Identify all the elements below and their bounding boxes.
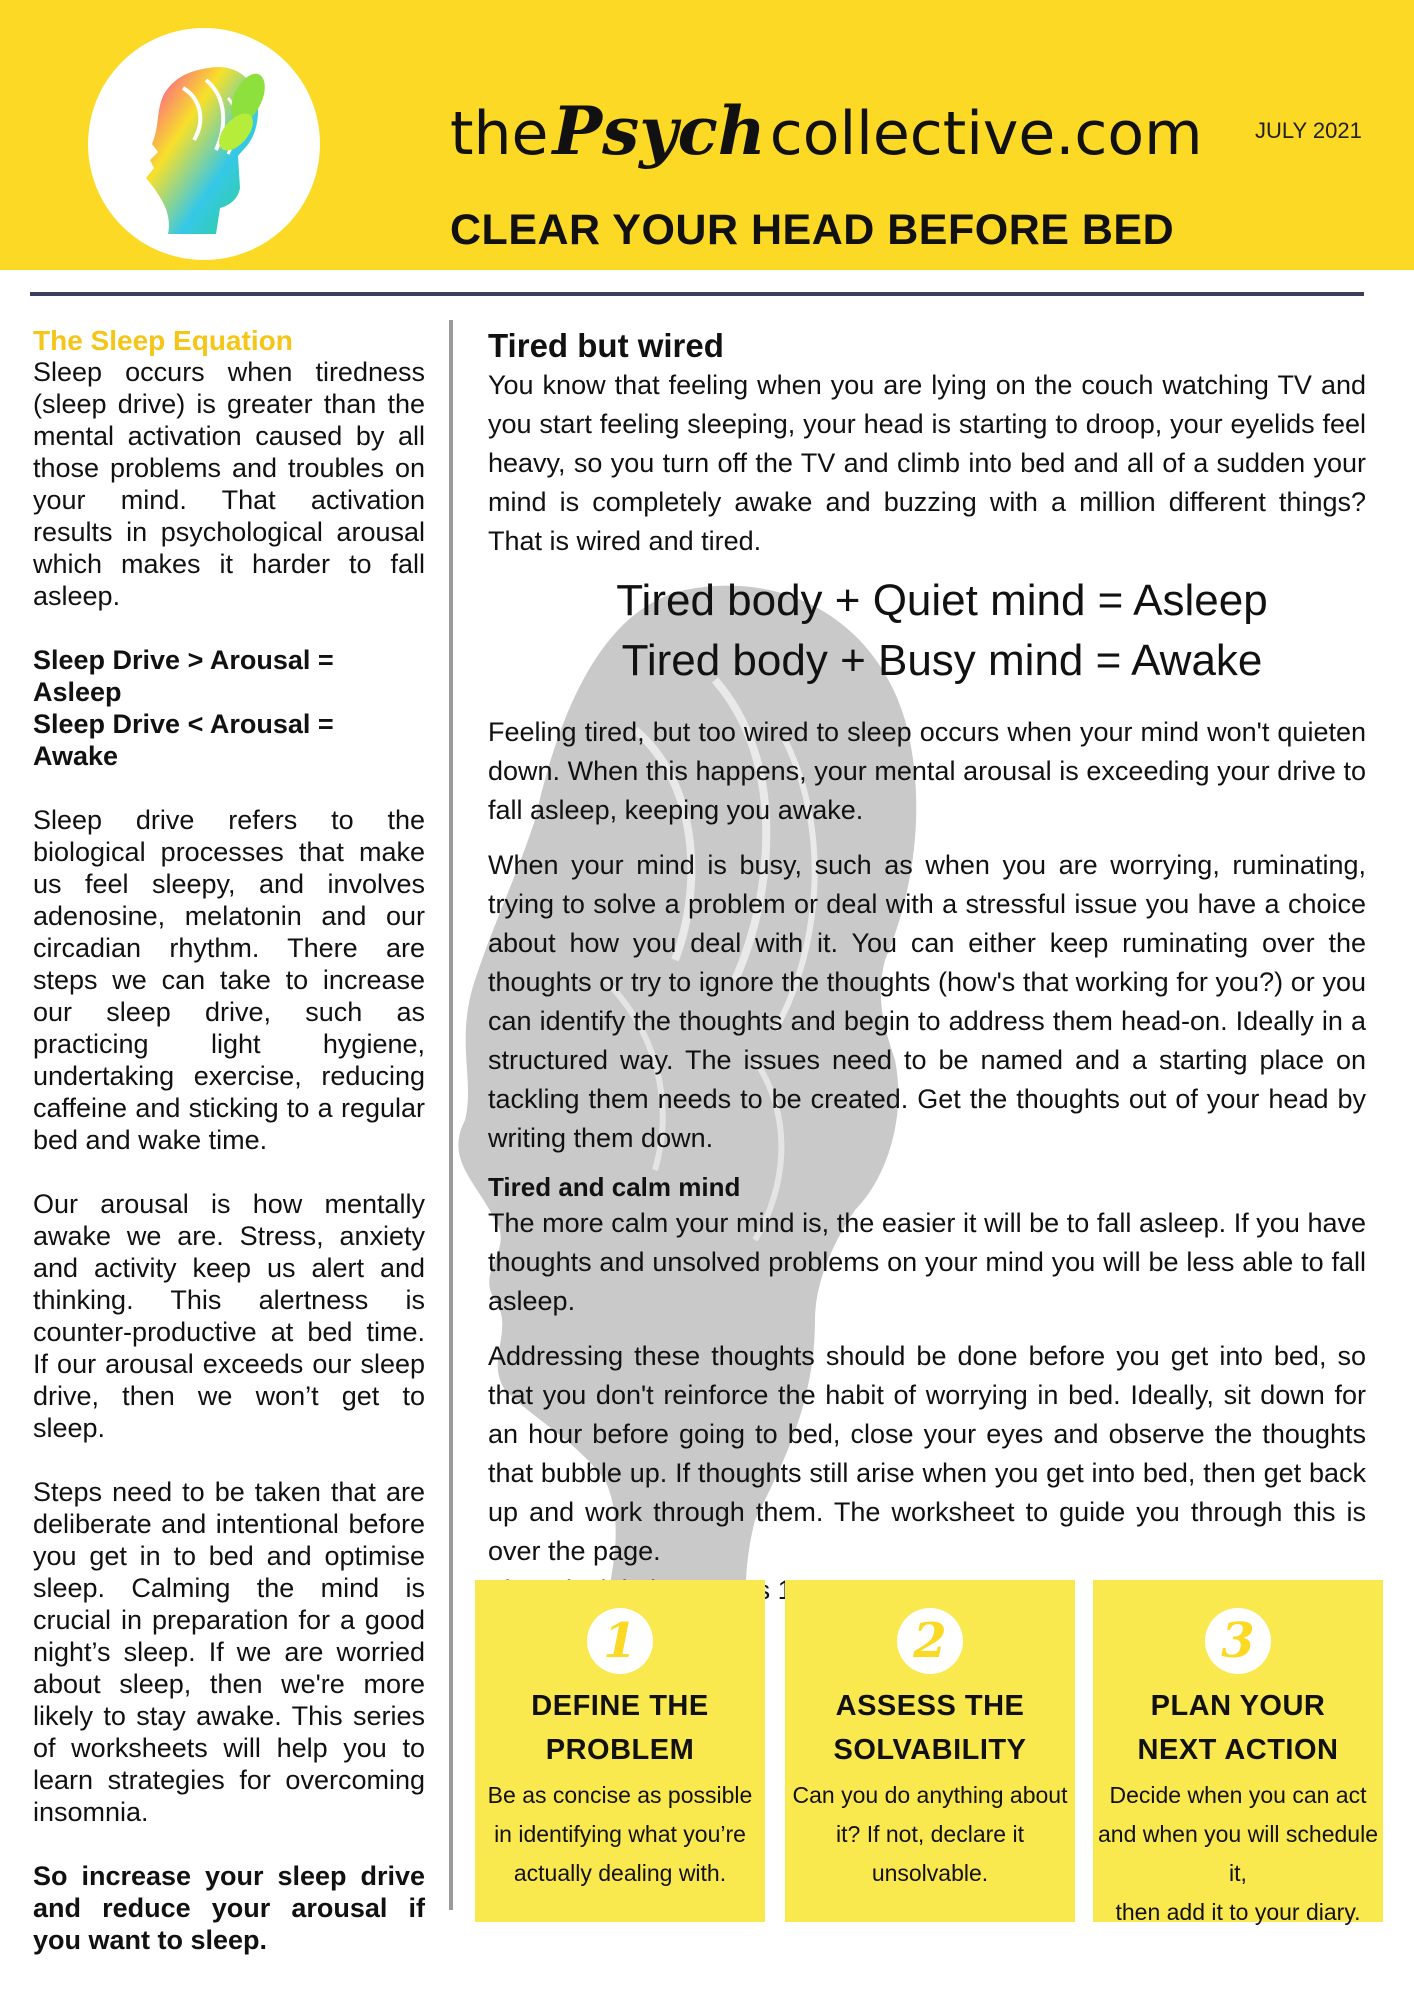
step-desc-line: and when you will schedule it,: [1097, 1821, 1378, 1886]
brand-wordmark[interactable]: [450, 92, 1203, 170]
step-desc-line: Be as concise as possible: [487, 1782, 753, 1808]
header-divider: [30, 292, 1364, 296]
step-card-2: [785, 1580, 1075, 1922]
step-desc-line: in identifying what you’re: [494, 1821, 746, 1847]
step-title-line: PLAN YOUR: [1150, 1690, 1326, 1722]
equation-awake: Sleep Drive < Arousal = Awake: [33, 709, 334, 771]
page-title: CLEAR YOUR HEAD BEFORE BED: [450, 206, 1175, 254]
brand-script: Psych: [552, 92, 766, 170]
column-divider: [449, 320, 453, 1910]
steps-paragraph: Steps need to be taken that are deliberate and intentional before you get in to bed and optimise sleep. Calming the mind is crucial in preparation for a good night’s sleep. If we are worried about sleep, then we're more likely to stay awake. This series of worksheets will help you to learn strategies for overcoming insomnia.: [33, 1477, 425, 1827]
equation-busy-mind: Tired body + Busy mind = Awake: [621, 636, 1263, 685]
sleep-equation-heading: The Sleep Equation: [33, 325, 293, 356]
left-column: [33, 326, 425, 1956]
step-card-1: [475, 1580, 765, 1922]
intro-paragraph: You know that feeling when you are lying on the couch watching TV and you start feeling sleeping, your head is starting to droop, your eyelids feel heavy, so you turn off the TV and climb into bed and all of a sudden your mind is completely awake and buzzing with a million different things? That is wired and tired.: [488, 370, 1366, 556]
step-number-1: 1: [587, 1608, 653, 1674]
step-title-line: PROBLEM: [545, 1734, 695, 1766]
tired-but-wired-heading: Tired but wired: [488, 327, 724, 364]
conclusion-text: So increase your sleep drive and reduce your arousal if you want to sleep.: [33, 1861, 425, 1955]
brand-suffix: collective.com: [769, 99, 1203, 169]
step-desc-line: Can you do anything about: [792, 1782, 1068, 1808]
head-silhouette-logo-icon: [88, 28, 320, 260]
step-desc-line: it? If not, declare it: [836, 1821, 1024, 1847]
addressing-thoughts-paragraph: Addressing these thoughts should be done before you get into bed, so that you don't reinforce the habit of worrying in bed. Ideally, sit down for an hour before going to bed, close your eyes and observe the thoughts that bubble up. If thoughts still arise when you get into bed, then get back up and work through them. The worksheet to guide you through this is over the page.: [488, 1341, 1366, 1566]
issue-date: JULY 2021: [1255, 118, 1362, 143]
busy-mind-paragraph: When your mind is busy, such as when you are worrying, ruminating, trying to solve a problem or deal with a stressful issue you have a choice about how you deal with it. You can either keep ruminating over the thoughts or try to ignore the thoughts (how's that working for you?) or you can identify the thoughts and begin to address them head-on. Ideally in a structured way. The issues need to be named and a starting place on tackling them needs to be created. Get the thoughts out of your head by writing them down.: [488, 850, 1366, 1153]
step-desc-line: actually dealing with.: [513, 1860, 727, 1886]
brand-prefix: the: [450, 99, 549, 169]
header-banner: [0, 0, 1414, 270]
sleep-drive-paragraph: Sleep drive refers to the biological processes that make us feel sleepy, and involves adenosine, melatonin and our circadian rhythm. There are steps we can take to increase our sleep drive, such as practicing light hygiene, undertaking exercise, reducing caffeine and sticking to a regular bed and wake time.: [33, 805, 425, 1155]
logo: [88, 28, 320, 260]
step-title-line: DEFINE THE: [531, 1690, 709, 1722]
step-number-3: 3: [1205, 1608, 1271, 1674]
equation-asleep: Sleep Drive > Arousal = Asleep: [33, 645, 334, 707]
step-desc-line: then add it to your diary.: [1115, 1899, 1361, 1925]
sleep-equation-intro: Sleep occurs when tiredness (sleep drive) is greater than the mental activation caused by all those problems and troubles on your mind. That activation results in psychological arousal which makes it harder to fall asleep.: [33, 357, 425, 611]
step-number-2: 2: [897, 1608, 963, 1674]
calm-mind-paragraph: The more calm your mind is, the easier it will be to fall asleep. If you have thoughts and unsolved problems on your mind you will be less able to fall asleep.: [488, 1208, 1366, 1316]
step-title-line: SOLVABILITY: [833, 1734, 1027, 1766]
equation-quiet-mind: Tired body + Quiet mind = Asleep: [616, 576, 1268, 625]
steps-panel: [475, 1580, 1383, 1925]
wired-paragraph: Feeling tired, but too wired to sleep occurs when your mind won't quieten down. When this happens, your mental arousal is exceeding your drive to fall asleep, keeping you awake.: [488, 717, 1366, 825]
right-column: [488, 326, 1366, 1610]
arousal-paragraph: Our arousal is how mentally awake we are. Stress, anxiety and activity keep us alert and thinking. This alertness is counter-productive at bed time. If our arousal exceeds our sleep drive, then we won’t get to sleep.: [33, 1189, 425, 1443]
step-title-line: ASSESS THE: [835, 1690, 1025, 1722]
calm-mind-heading: Tired and calm mind: [488, 1172, 741, 1202]
step-title-line: NEXT ACTION: [1137, 1734, 1339, 1766]
step-desc-line: unsolvable.: [871, 1860, 989, 1886]
step-desc-line: Decide when you can act: [1109, 1782, 1367, 1808]
step-card-3: [1093, 1580, 1383, 1925]
